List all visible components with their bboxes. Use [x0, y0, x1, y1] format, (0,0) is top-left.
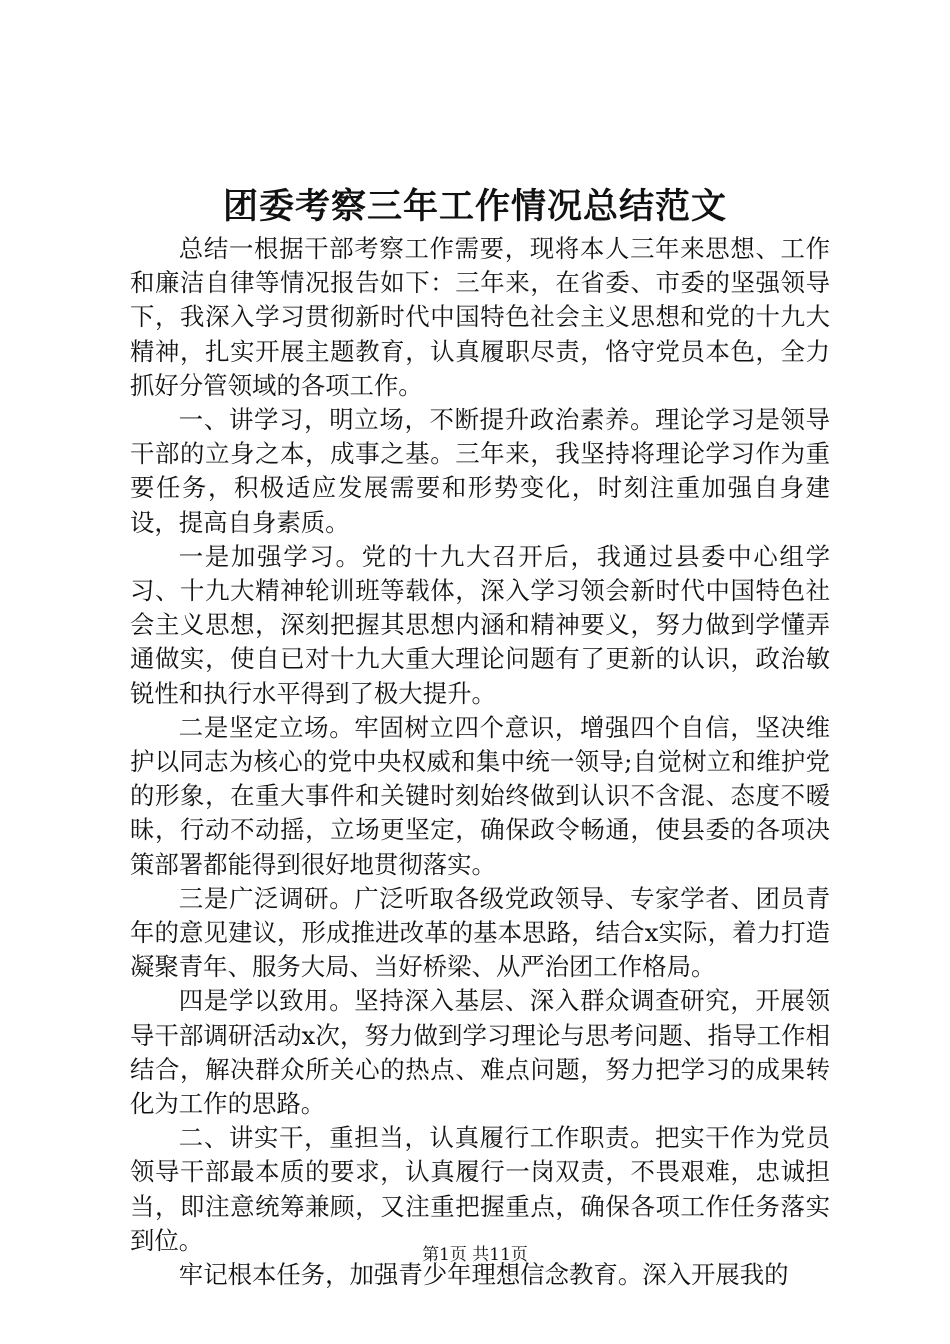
document-body — [130, 232, 830, 1292]
paragraph: 一、讲学习，明立场，不断提升政治素养。理论学习是领导干部的立身之本，成事之基。三年来，我坚持将理论学习作为重要任务，积极适应发展需要和形势变化，时刻注重加强自身建设，提高自身素质。 — [130, 405, 830, 537]
paragraph: 二、讲实干，重担当，认真履行工作职责。把实干作为党员领导干部最本质的要求，认真履行一岗双责，不畏艰难，忠诚担当，即注意统筹兼顾，又注重把握重点，确保各项工作任务落实到位。 — [130, 1123, 830, 1255]
page-number-footer: 第1页 共11页 — [422, 1245, 528, 1265]
paragraph: 一是加强学习。党的十九大召开后，我通过县委中心组学习、十九大精神轮训班等载体，深入学习领会新时代中国特色社会主义思想，深刻把握其思想内涵和精神要义，努力做到学懂弄通做实，使自已对十九大重大理论问题有了更新的认识，政治敏锐性和执行水平得到了极大提升。 — [130, 541, 830, 708]
paragraph: 总结一根据干部考察工作需要，现将本人三年来思想、工作和廉洁自律等情况报告如下：三年来，在省委、市委的坚强领导下，我深入学习贯彻新时代中国特色社会主义思想和党的十九大精神，扎实开展主题教育，认真履职尽责，恪守党员本色，全力抓好分管领域的各项工作。 — [130, 234, 830, 400]
paragraph: 牢记根本任务，加强青少年理想信念教育。深入开展我的 — [178, 1260, 789, 1290]
paragraph: 四是学以致用。坚持深入基层、深入群众调查研究，开展领导干部调研活动x次，努力做到学习理论与思考问题、指导工作相结合，解决群众所关心的热点、难点问题，努力把学习的成果转化为工作的思路。 — [130, 986, 830, 1119]
document-title: 团委考察三年工作情况总结范文 — [222, 186, 727, 227]
paragraph: 二是坚定立场。牢固树立四个意识，增强四个自信，坚决维护以同志为核心的党中央权威和集中统一领导;自觉树立和维护党的形象，在重大事件和关键时刻始终做到认识不含混、态度不暧昧，行动不动摇，立场更坚定，确保政令畅通，使县委的各项决策部署都能得到很好地贯彻落实。 — [130, 712, 830, 879]
paragraph: 三是广泛调研。广泛听取各级党政领导、专家学者、团员青年的意见建议，形成推进改革的基本思路，结合x实际，着力打造凝聚青年、服务大局、当好桥梁、从严治团工作格局。 — [130, 883, 830, 982]
